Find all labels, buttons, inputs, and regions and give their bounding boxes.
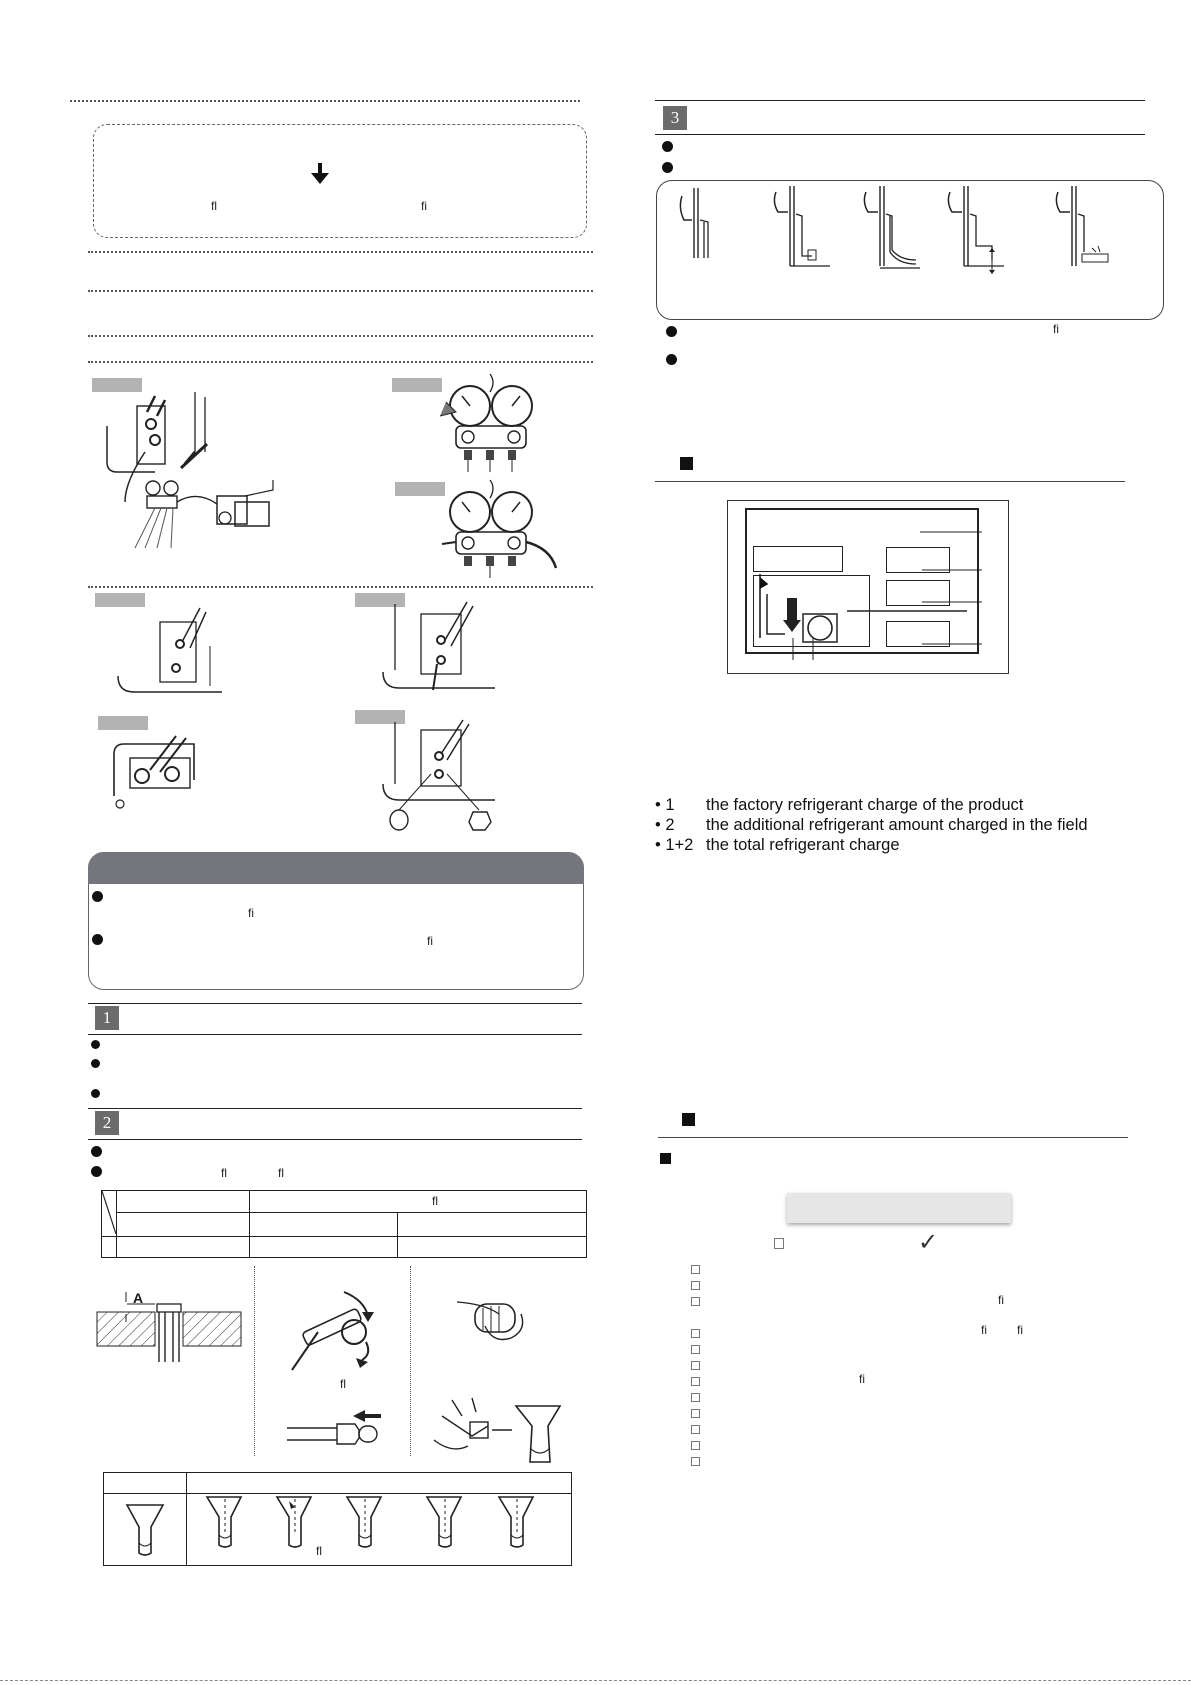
label-leader-lines <box>900 530 990 650</box>
table-row-divider <box>116 1212 586 1213</box>
service-valve-illustration-1 <box>110 606 230 701</box>
bullet-icon <box>91 1059 100 1068</box>
top-dotted-divider <box>70 100 580 102</box>
square-bullet-icon <box>682 1113 695 1126</box>
fi-glyph: ﬁ <box>981 1323 987 1337</box>
manifold-gauge-illustration-2 <box>440 478 570 578</box>
fi-glyph: ﬁ <box>859 1372 865 1386</box>
fi-glyph: ﬁ <box>421 199 427 213</box>
checklist-checkbox[interactable] <box>691 1281 700 1290</box>
table-col-divider <box>249 1190 250 1258</box>
section-3-top-rule <box>655 100 1145 101</box>
refrigerant-note-2: • 2 the additional refrigerant amount charged in the field <box>655 816 1088 834</box>
down-arrow-icon <box>310 163 330 185</box>
step-tag-4 <box>95 593 145 607</box>
checklist-checkbox[interactable] <box>691 1393 700 1402</box>
section-1-number: 1 <box>95 1006 119 1030</box>
checklist-header-bar <box>787 1193 1011 1223</box>
drain-pipe-example-4 <box>944 186 1004 276</box>
section-3-number: 3 <box>663 106 687 130</box>
flow-dashed-box <box>93 124 587 238</box>
table-row-divider <box>103 1493 572 1494</box>
flare-defect-shape-1 <box>205 1495 245 1551</box>
vacuum-pump-illustration <box>95 392 295 552</box>
dotted-divider-3 <box>88 290 593 292</box>
step-tag-1 <box>92 378 142 392</box>
checklist-checkbox[interactable] <box>691 1409 700 1418</box>
checklist-checkbox[interactable] <box>691 1297 700 1306</box>
caution-header-bar <box>88 852 584 884</box>
fl-glyph: ﬂ <box>316 1544 322 1558</box>
fi-glyph: ﬁ <box>248 906 254 920</box>
refrigerant-note-1: • 1 the factory refrigerant charge of the product <box>655 796 1024 814</box>
page-bottom-dashed-line <box>0 1680 1191 1681</box>
checklist-checkbox[interactable] <box>691 1425 700 1434</box>
checklist-legend-box <box>774 1238 784 1249</box>
checklist-checkbox[interactable] <box>691 1441 700 1450</box>
flare-defect-shape-2 <box>275 1495 315 1551</box>
check-icon: ✓ <box>918 1228 939 1256</box>
dotted-col-divider <box>254 1266 255 1456</box>
fi-glyph: ﬁ <box>998 1293 1004 1307</box>
checklist-checkbox[interactable] <box>691 1377 700 1386</box>
section-2-bottom-rule <box>88 1139 582 1140</box>
bullet-icon <box>91 1089 100 1098</box>
drain-pipe-example-3 <box>860 186 920 271</box>
fl-glyph: ﬂ <box>278 1166 284 1180</box>
label-field-box <box>753 546 843 572</box>
flare-defect-shape-4 <box>425 1495 465 1551</box>
section-2-top-rule <box>88 1108 582 1109</box>
flare-correct-shape <box>125 1503 165 1558</box>
square-bullet-icon <box>680 457 693 470</box>
checklist-checkbox[interactable] <box>691 1457 700 1466</box>
hand-tightening-illustration <box>455 1290 535 1360</box>
dotted-divider-4 <box>88 335 593 337</box>
bullet-icon <box>662 141 673 152</box>
dotted-divider-2 <box>88 251 593 253</box>
dotted-divider-5 <box>88 361 593 363</box>
bullet-icon <box>91 1146 102 1157</box>
fi-glyph: ﬁ <box>427 934 433 948</box>
fi-glyph: ﬁ <box>1053 322 1059 336</box>
step-tag-2 <box>392 378 442 392</box>
fi-glyph: ﬁ <box>1017 1323 1023 1337</box>
flare-defect-shape-5 <box>497 1495 537 1551</box>
section-3-bottom-rule <box>655 134 1145 135</box>
flare-dimension-table <box>101 1190 587 1258</box>
dotted-col-divider <box>410 1266 411 1456</box>
bullet-icon <box>92 934 103 945</box>
square-bullet-icon <box>660 1153 671 1164</box>
checklist-checkbox[interactable] <box>691 1265 700 1274</box>
bullet-icon <box>92 891 103 902</box>
section-rule <box>658 1137 1128 1138</box>
service-valve-illustration-3 <box>110 730 210 810</box>
fl-glyph: ﬂ <box>211 199 217 213</box>
section-1-bottom-rule <box>88 1034 582 1035</box>
checklist-checkbox[interactable] <box>691 1329 700 1338</box>
flare-defect-shape-3 <box>345 1495 385 1551</box>
fl-glyph: ﬂ <box>221 1166 227 1180</box>
refrigerant-note-3: • 1+2 the total refrigerant charge <box>655 836 900 854</box>
wrench-tightening-illustration <box>432 1396 582 1466</box>
table-row-divider <box>101 1236 586 1237</box>
drain-pipe-example-2 <box>770 186 830 271</box>
step-tag-3 <box>395 482 445 496</box>
checklist-checkbox[interactable] <box>691 1361 700 1370</box>
table-col-divider <box>397 1212 398 1258</box>
bullet-icon <box>666 354 677 365</box>
bullet-icon <box>91 1040 100 1049</box>
table-corner-slash <box>101 1190 117 1236</box>
drain-pipe-example-5 <box>1052 186 1122 271</box>
bullet-icon <box>91 1166 102 1177</box>
drain-pipe-example-1 <box>678 188 718 263</box>
bullet-icon <box>666 326 677 337</box>
label-A: A <box>133 1290 144 1306</box>
section-rule <box>655 481 1125 482</box>
flaring-tool-illustration <box>282 1286 392 1376</box>
fl-glyph: ﬂ <box>340 1377 346 1391</box>
step-tag-6 <box>98 716 148 730</box>
manifold-gauge-illustration-1 <box>440 372 550 472</box>
pipe-insert-illustration <box>285 1410 385 1460</box>
pipe-cross-section-diagram <box>95 1290 245 1370</box>
service-valve-illustration-2 <box>375 600 505 695</box>
section-2-number: 2 <box>95 1111 119 1135</box>
dotted-divider-6 <box>88 586 593 588</box>
fl-glyph: ﬂ <box>432 1194 438 1208</box>
service-valve-illustration-4 <box>375 718 505 830</box>
checklist-checkbox[interactable] <box>691 1345 700 1354</box>
section-1-top-rule <box>88 1003 582 1004</box>
bullet-icon <box>662 162 673 173</box>
table-col-divider <box>186 1472 187 1566</box>
